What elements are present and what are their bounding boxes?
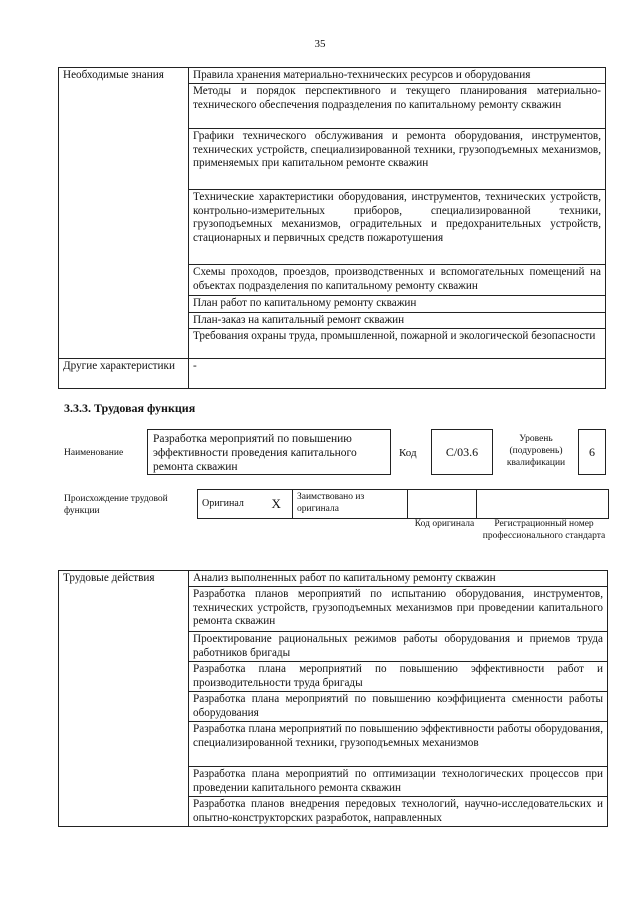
labor-action-item: Разработка планов внедрения передовых технологий, научно-исследовательских и опытно-конструкторских разработок, направленных [189,797,608,827]
labor-action-item: Разработка плана мероприятий по повышению эффективности работ и производительности труда бригады [189,662,608,692]
knowledge-item: Схемы проходов, проездов, производственных и вспомогательных помещений на объектах подразделения по капитальному ремонту скважин [189,265,606,296]
original-code-cell [408,490,477,519]
labor-action-item: Разработка плана мероприятий по повышению коэффициента сменности работы оборудования [189,692,608,722]
page-number: 35 [314,38,326,50]
knowledge-item: План-заказ на капитальный ремонт скважин [189,312,606,328]
knowledge-table [58,67,606,389]
knowledge-item: Графики технического обслуживания и ремонта оборудования, инструментов, технических устройств, специализированной техники, грузоподъемных механизмов, применяемых при капитальном ремонте скважин [189,129,606,190]
registration-number-caption: Регистрационный номер профессионального стандарта [482,519,606,541]
original-label: Оригинал [198,490,261,519]
original-mark: X [261,490,293,519]
labor-actions-label: Трудовые действия [59,571,189,827]
labor-action-item: Проектирование рациональных режимов работы оборудования и приемов труда работников бригады [189,632,608,662]
level-value: 6 [578,429,606,475]
other-characteristics-label: Другие характеристики [59,359,189,389]
function-name: Разработка мероприятий по повышению эффективности проведения капитального ремонта скважин [153,433,357,473]
level-label: Уровень (подуровень) квалификации [506,434,566,468]
labor-action-item: Анализ выполненных работ по капитальному ремонту скважин [189,571,608,587]
labor-action-item: Разработка плана мероприятий по повышению эффективности работы оборудования, специализированной техники, грузоподъемных механизмов [189,722,608,767]
knowledge-item: Технические характеристики оборудования, инструментов, технических устройств, контрольно-измерительных приборов, специализированной техники, грузоподъемных механизмов, оградительных и предохранительных устройств, стационарных и первичных средств пожаротушения [189,190,606,265]
origin-label: Происхождение трудовой функции [64,494,168,516]
knowledge-item: Требования охраны труда, промышленной, пожарной и экологической безопасности [189,329,606,359]
original-code-caption: Код оригинала [414,519,475,529]
code-label: Код [399,447,417,459]
labor-actions-table [58,570,608,827]
code-value: C/03.6 [431,429,493,475]
name-label: Наименование [64,448,124,458]
function-name-box [147,429,391,475]
labor-action-item: Разработка планов мероприятий по испытанию оборудования, инструментов, технических устройств, грузоподъемных механизмов при проведении капитального ремонта скважин [189,587,608,632]
origin-table [197,489,609,519]
knowledge-label: Необходимые знания [59,68,189,359]
registration-number-cell [477,490,609,519]
knowledge-item: План работ по капитальному ремонту скважин [189,296,606,312]
knowledge-item: Правила хранения материально-технических ресурсов и оборудования [189,68,606,84]
other-characteristics-value: - [189,359,606,389]
section-title: 3.3.3. Трудовая функция [64,401,196,415]
knowledge-item: Методы и порядок перспективного и текущего планирования материально-технического обеспечения подразделения по капитальному ремонту скважин [189,84,606,129]
borrowed-label: Заимствовано из оригинала [293,490,408,519]
labor-action-item: Разработка плана мероприятий по оптимизации технологических процессов при проведении капитального ремонта скважин [189,767,608,797]
